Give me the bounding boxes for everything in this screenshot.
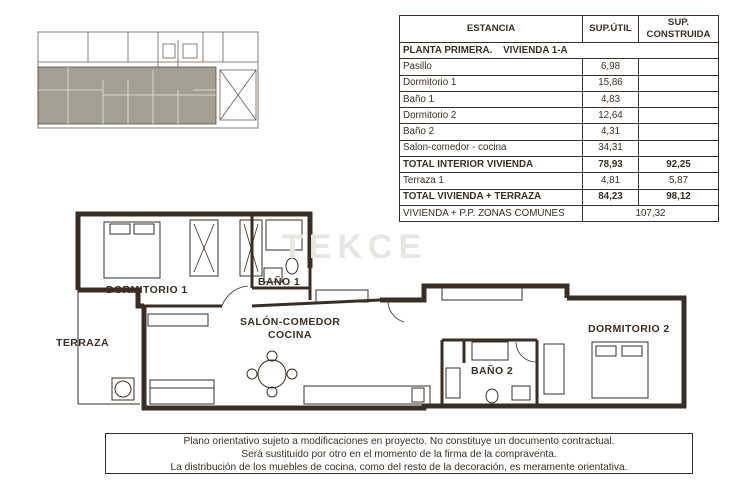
row-name: Baño 1 — [400, 91, 583, 107]
row-construida — [639, 108, 719, 124]
row-util: 4,83 — [583, 91, 639, 107]
table-row — [400, 108, 719, 124]
terraza-construida: 5,87 — [639, 173, 719, 189]
total-terraza-util: 84,23 — [583, 189, 639, 205]
table-row — [400, 75, 719, 91]
row-name: Dormitorio 1 — [400, 75, 583, 91]
label-bano-2: BAÑO 2 — [471, 365, 514, 377]
total-terraza-construida: 98,12 — [639, 189, 719, 205]
table-row — [400, 124, 719, 140]
header-estancia: ESTANCIA — [400, 16, 583, 43]
bed-dormitorio-1 — [104, 222, 160, 278]
row-construida — [639, 75, 719, 91]
table-row — [400, 91, 719, 107]
label-salon-line2: COCINA — [268, 329, 312, 341]
bed-dormitorio-2 — [592, 342, 648, 398]
label-terraza: TERRAZA — [56, 337, 109, 349]
windows — [76, 228, 686, 388]
row-util: 12,64 — [583, 108, 639, 124]
row-util: 34,31 — [583, 140, 639, 156]
section-row — [400, 43, 719, 59]
row-name: Dormitorio 2 — [400, 108, 583, 124]
highlighted-unit — [38, 67, 216, 124]
total-interior-label: TOTAL INTERIOR VIVIENDA — [400, 157, 583, 173]
disclaimer-line: Plano orientativo sujeto a modificaciones en proyecto. No constituye un documento contractual. — [183, 436, 615, 447]
row-util: 4,31 — [583, 124, 639, 140]
row-name: Salon-comedor - cocina — [400, 140, 583, 156]
label-dormitorio-2: DORMITORIO 2 — [588, 323, 670, 335]
terraza-row — [400, 173, 719, 189]
zonas-comunes-value: 107,32 — [583, 205, 719, 221]
label-bano-1: BAÑO 1 — [258, 276, 301, 288]
table-row — [400, 140, 719, 156]
row-construida — [639, 124, 719, 140]
terraza-label: Terraza 1 — [400, 173, 583, 189]
total-terraza-label: TOTAL VIVIENDA + TERRAZA — [400, 189, 583, 205]
row-construida — [639, 140, 719, 156]
row-util: 15,86 — [583, 75, 639, 91]
table-header-row — [400, 16, 719, 43]
section-title: PLANTA PRIMERA. VIVIENDA 1-A — [400, 43, 719, 59]
watermark: TEKCE — [282, 228, 428, 266]
table-row — [400, 59, 719, 75]
row-construida — [639, 59, 719, 75]
area-table — [399, 15, 719, 222]
row-name: Pasillo — [400, 59, 583, 75]
terraza-util: 4,81 — [583, 173, 639, 189]
header-sup-construida-line2: CONSTRUIDA — [646, 29, 711, 40]
key-plan — [28, 30, 260, 132]
disclaimer-line: Será sustituido por otro en el momento de la firma de la compraventa. — [241, 449, 557, 461]
total-interior-row — [400, 157, 719, 173]
header-sup-construida — [639, 16, 719, 43]
label-dormitorio-1: DORMITORIO 1 — [106, 284, 188, 296]
zonas-comunes-label: VIVIENDA + P.P. ZONAS COMUNES — [400, 205, 583, 221]
total-interior-util: 78,93 — [583, 157, 639, 173]
disclaimer-line: La distribución de los muebles de cocina, como del resto de la decoración, es meramente orientativa. — [170, 462, 628, 474]
header-sup-util: SUP.ÚTIL — [583, 16, 639, 43]
row-name: Baño 2 — [400, 124, 583, 140]
floor-plan — [52, 208, 702, 428]
disclaimer-box — [105, 433, 693, 474]
exterior-walls — [78, 214, 684, 408]
row-construida — [639, 91, 719, 107]
total-interior-construida: 92,25 — [639, 157, 719, 173]
header-sup-construida-line1: SUP. — [667, 17, 690, 28]
label-salon-line1: SALÓN-COMEDOR — [240, 316, 341, 328]
row-util: 6,98 — [583, 59, 639, 75]
total-terraza-row — [400, 189, 719, 205]
